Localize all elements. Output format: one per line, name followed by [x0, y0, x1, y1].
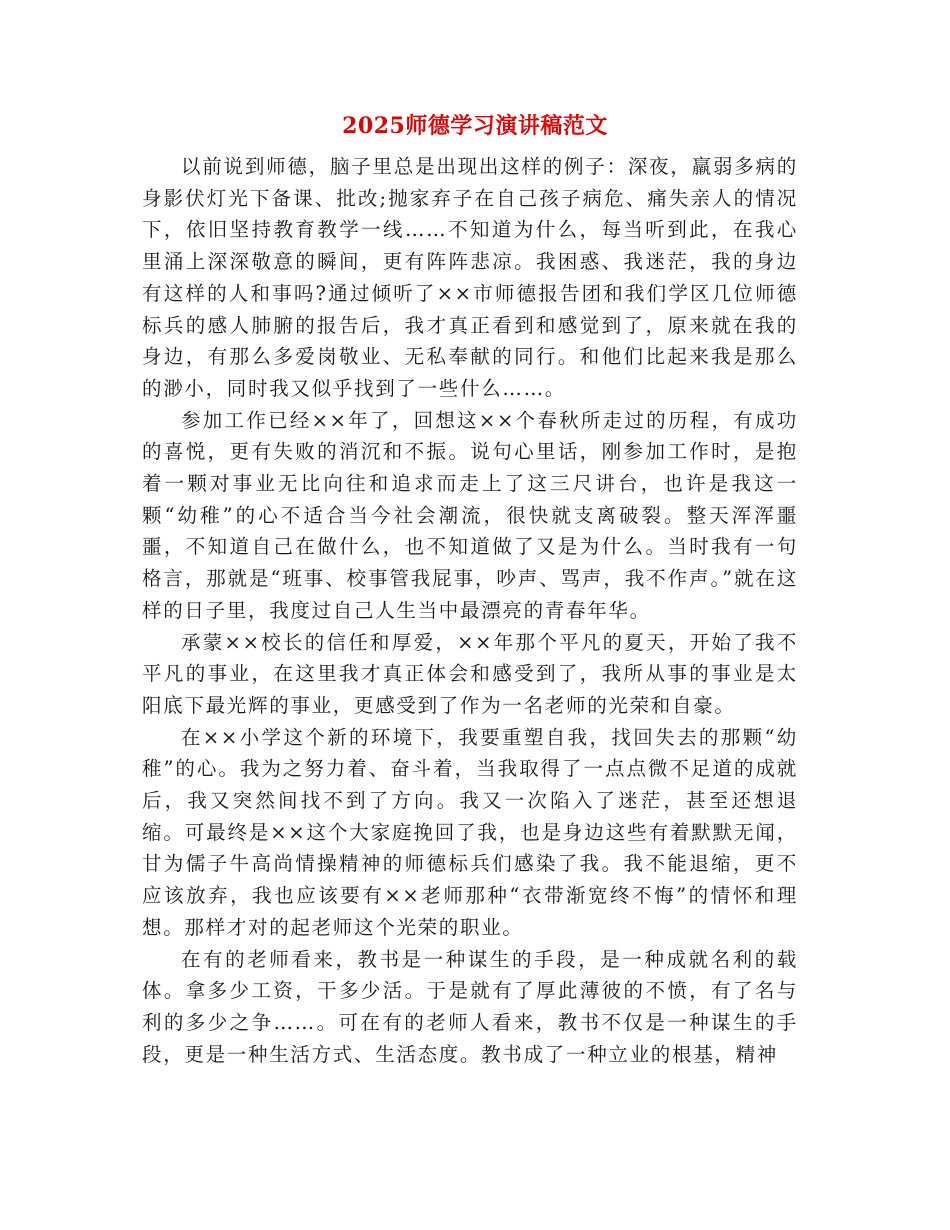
paragraph: 参加工作已经××年了，回想这××个春秋所走过的历程，有成功的喜悦，更有失败的消沉和不振。说句心里话，刚参加工作时，是抱着一颗对事业无比向往和追求而走上了这三尺讲台，也许是我这一颗“幼稚”的心不适合当今社会潮流，很快就支离破裂。整天浑浑噩噩，不知道自己在做什么，也不知道做了又是为什么。当时我有一句格言，那就是“班事、校事管我屁事，吵声、骂声，我不作声。”就在这样的日子里，我度过自己人生当中最漂亮的青春年华。	[142, 408, 798, 622]
paragraph: 在有的老师看来，教书是一种谋生的手段，是一种成就名利的载体。拿多少工资，干多少活。于是就有了厚此薄彼的不愤，有了名与利的多少之争……。可在有的老师人看来，教书不仅是一种谋生的手段，更是一种生活方式、生活态度。教书成了一种立业的根基，精神	[142, 947, 798, 1066]
paragraph: 以前说到师德，脑子里总是出现出这样的例子：深夜，羸弱多病的身影伏灯光下备课、批改;抛家弃子在自己孩子病危、痛失亲人的情况下，依旧坚持教育教学一线……不知道为什么，每当听到此，在我心里涌上深深敬意的瞬间，更有阵阵悲凉。我困惑、我迷茫，我的身边有这样的人和事吗?通过倾听了××市师德报告团和我们学区几位师德标兵的感人肺腑的报告后，我才真正看到和感觉到了，原来就在我的身边，有那么多爱岗敬业、无私奉献的同行。和他们比起来我是那么的渺小，同时我又似乎找到了一些什么……。	[142, 155, 798, 400]
document-title: 2025师德学习演讲稿范文	[342, 113, 608, 139]
paragraph: 承蒙××校长的信任和厚爱，××年那个平凡的夏天，开始了我不平凡的事业，在这里我才真正体会和感受到了，我所从事的事业是太阳底下最光辉的事业，更感受到了作为一名老师的光荣和自豪。	[142, 630, 798, 717]
paragraph: 在××小学这个新的环境下，我要重塑自我，找回失去的那颗“幼稚”的心。我为之努力着、奋斗着，当我取得了一点点微不足道的成就后，我又突然间找不到了方向。我又一次陷入了迷茫，甚至还想退缩。可最终是××这个大家庭挽回了我，也是身边这些有着默默无闻，甘为儒子牛高尚情操精神的师德标兵们感染了我。我不能退缩，更不应该放弃，我也应该要有××老师那种“衣带渐宽终不悔”的情怀和理想。那样才对的起老师这个光荣的职业。	[142, 725, 798, 939]
document-body	[142, 151, 798, 1070]
